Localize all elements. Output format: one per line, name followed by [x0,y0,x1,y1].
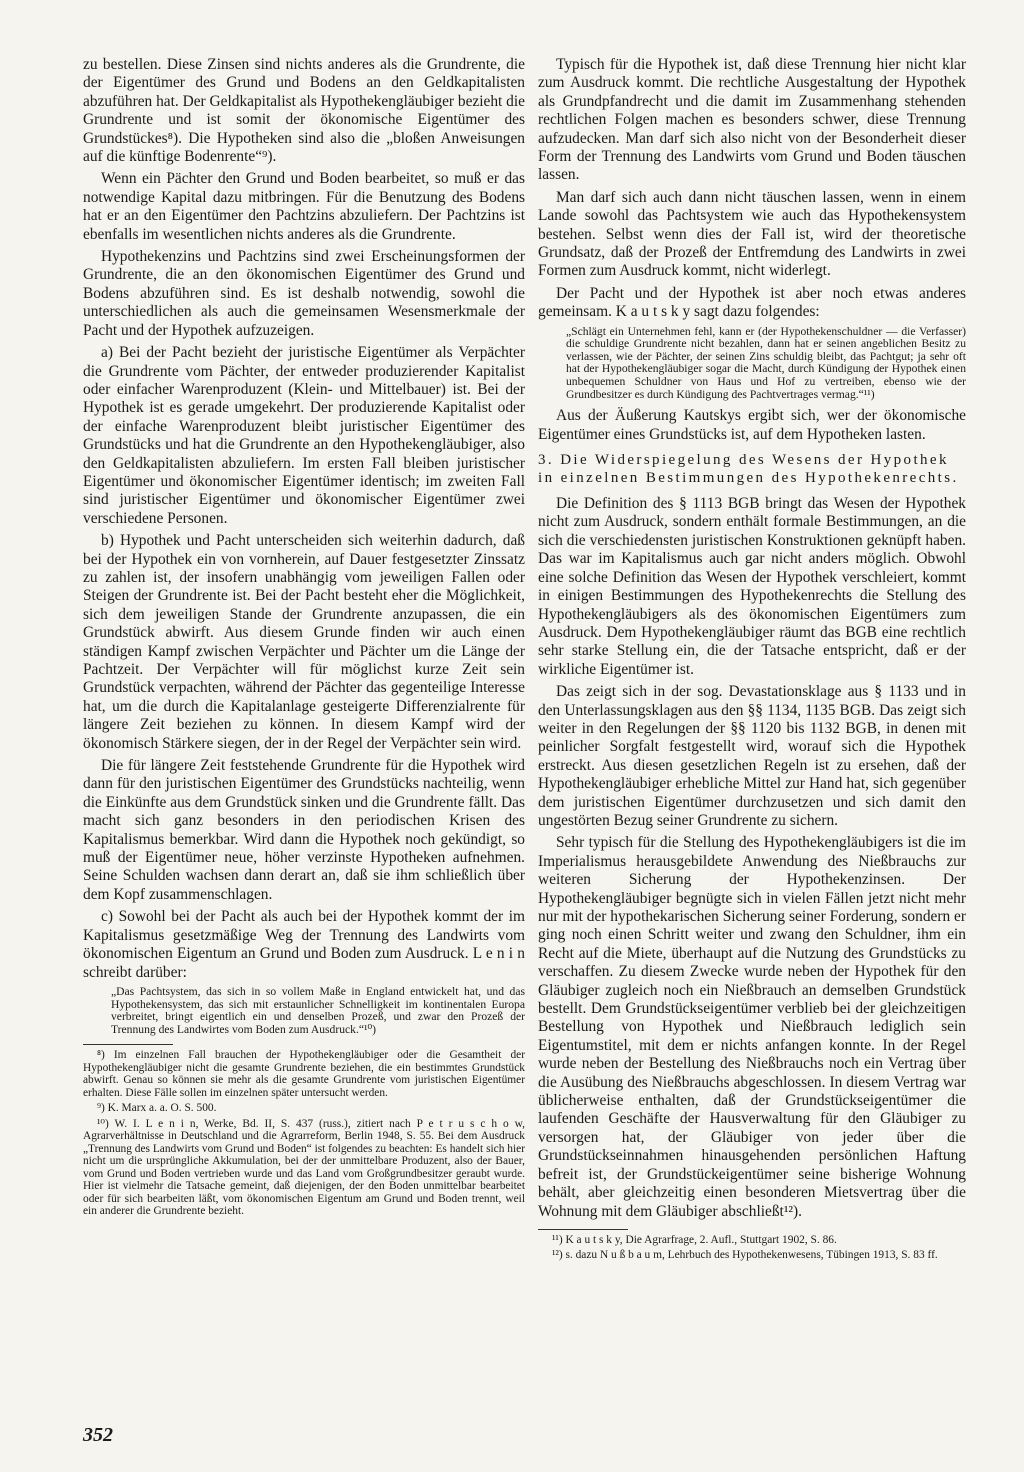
lenin-quote: „Das Pachtsystem, das sich in so vollem Maße in England entwickelt hat, und das Hypothekensystem, das sich mit erstaunlicher Schnelligkeit im kontinentalen Europa verbreitet, bringt eigentlich ein und denselben Prozeß, und zwar den Prozeß der Trennung des Landwirtes vom Boden zum Ausdruck.“¹⁰) [111,984,525,1036]
footnote: ⁹) K. Marx a. a. O. S. 500. [97,1102,217,1115]
body-paragraph: Der Pacht und der Hypothek ist aber noch etwas anderes gemeinsam. K a u t s k y sagt dazu folgendes: [538,284,966,321]
body-paragraph: Aus der Äußerung Kautskys ergibt sich, wer der ökonomische Eigentümer eines Grundstücks ist, auf dem Hypotheken lasten. [538,407,966,443]
footnote: ⁸) Im einzelnen Fall brauchen der Hypothekengläubiger oder die Gesamtheit der Hypothekengläubiger nicht die gesamte Grundrente beziehen, die ein bestimmtes Grundstück abwirft. Genau so können sie mehr als die gesamte Grundrente vom juristischen Eigentümer erhalten. Diese Fälle sollen im einzelnen später untersucht werden. [83,1049,525,1099]
body-paragraph: zu bestellen. Diese Zinsen sind nichts anderes als die Grundrente, die der Eigentümer des Grund und Bodens an den Geldkapitalisten abzuführen hat. Der Geldkapitalist als Hypothekengläubiger bezieht die Grundrente und ist somit der ökonomische Eigentümer des Grundstückes⁸). Die Hypotheken sind also die „bloßen Anweisungen auf die künftige Bodenrente“⁹). [83,56,525,166]
body-paragraph: Das zeigt sich in der sog. Devastationsklage aus § 1133 und in den Unterlassungsklagen aus den §§ 1134, 1135 BGB. Das zeigt sich weiter in den Regelungen der §§ 1120 bis 1132 BGB, in denen mit peinlicher Sorgfalt festgestellt wird, worauf sich die Hypothek erstreckt. Aus diesen gesetzlichen Regeln ist zu ersehen, daß der Hypothekengläubiger erhebliche Mittel zur Hand hat, sich gegenüber dem juristischen Eigentümer durchzusetzen und sich damit den ungestörten Bezug seiner Grundrente zu sichern. [538,683,966,829]
body-paragraph: Typisch für die Hypothek ist, daß diese Trennung hier nicht klar zum Ausdruck kommt. Die rechtliche Ausgestaltung der Hypothek als Grundpfandrecht und die damit im Zusammenhang stehenden rechtlichen Folgen machen es besonders schwer, diese Trennung aufzudecken. Man darf sich also nicht von der Besonderheit dieser Form der Trennung des Landwirts vom Grund und Boden täuschen lassen. [538,56,966,184]
kautsky-quote: „Schlägt ein Unternehmen fehl, kann er (der Hypothekenschuldner — die Verfasser) die schuldige Grundrente nicht bezahlen, dann hat er seinen angeblichen Besitz zu verlassen, wie der Pächter, der seinen Zins schuldig bleibt, das Pachtgut; ja sehr oft hat der Hypothekengläubiger sogar die Macht, durch Kündigung der Hypothek einen unbequemen Schuldner von Haus und Hof zu vertreiben, ebenso wie der Grundbesitzer es durch Kündigung des Pachtvertrages vermag.“¹¹) [566,324,966,401]
footnote-divider [538,1229,628,1230]
body-paragraph: c) Sowohl bei der Pacht als auch bei der Hypothek kommt der im Kapitalismus gesetzmäßige Weg der Trennung des Landwirts vom ökonomischen Eigentum an Grund und Boden zum Ausdruck. L e n i n schreibt darüber: [83,908,525,981]
page-number: 352 [83,1424,113,1446]
right-column [538,56,966,1265]
footnote-divider [83,1044,173,1045]
body-paragraph: Hypothekenzins und Pachtzins sind zwei Erscheinungsformen der Grundrente, die an den ökonomischen Eigentümer des Grund und Bodens abzuführen sind. Es ist deshalb notwendig, sowohl die unterschiedlichen als auch die gemeinsamen Wesensmerkmale der Pacht und der Hypothek aufzuzeigen. [83,248,525,339]
footnote: ¹²) s. dazu N u ß b a u m, Lehrbuch des Hypothekenwesens, Tübingen 1913, S. 83 ff. [552,1249,938,1262]
section-heading: 3. Die Widerspiegelung des Wesens der Hypothek in einzelnen Bestimmungen des Hypothekenrechts. [538,452,959,486]
footnote: ¹⁰) W. I. L e n i n, Werke, Bd. II, S. 437 (russ.), zitiert nach P e t r u s c h o w, Agrarverhältnisse in Deutschland und die Agrarreform, Berlin 1948, S. 55. Bei dem Ausdruck „Trennung des Landwirts vom Grund und Boden“ ist folgendes zu beachten: Es handelt sich hier nicht um die ursprüngliche Akkumulation, bei der der unmittelbare Produzent, also der Bauer, vom Grund und Boden vertrieben wurde und das Land vom Großgrundbesitzer geraubt wurde. Hier ist vielmehr die Tatsache gemeint, daß diejenigen, der den Boden unmittelbar bearbeitet oder für sich bearbeiten läßt, vom ökonomischen Eigentum am Grund und Boden trennt, weil ein anderer die Grundrente bezieht. [83,1117,525,1218]
body-paragraph: Die Definition des § 1113 BGB bringt das Wesen der Hypothek nicht zum Ausdruck, sondern enthält formale Bestimmungen, an die sich die verschiedensten juristischen Konstruktionen geknüpft haben. Das war im Kapitalismus auch gar nicht anders möglich. Obwohl eine solche Definition das Wesen der Hypothek verschleiert, kommt in einigen Bestimmungen des Hypothekenrechts die Stellung des Hypothekengläubigers als des ökonomischen Eigentümers zum Ausdruck. Dem Hypothekengläubiger räumt das BGB eine rechtlich sehr starke Stellung ein, die der Tatsache entspricht, daß er der wirkliche Eigentümer ist. [538,495,966,678]
body-paragraph: a) Bei der Pacht bezieht der juristische Eigentümer als Verpächter die Grundrente vom Pächter, der entweder produzierender Kapitalist oder einfacher Warenproduzent (Klein- und Mittelbauer) ist. Bei der Hypothek ist es gerade umgekehrt. Der produzierende Kapitalist oder der einfache Warenproduzent bleibt juristischer Eigentümer des Grundstücks und hat die Grundrente an den Hypothekengläubiger, also den Geldkapitalisten abzuliefern. Im ersten Fall bleiben juristischer Eigentümer und ökonomischer Eigentümer identisch; im zweiten Fall sind juristischer Eigentümer und ökonomischer Eigentümer zwei verschiedene Personen. [83,344,525,527]
body-paragraph: Die für längere Zeit feststehende Grundrente für die Hypothek wird dann für den juristischen Eigentümer des Grundstücks nachteilig, wenn die Einkünfte aus dem Grundstück sinken und die Grundrente fällt. Das macht sich ganz besonders in den periodischen Krisen des Kapitalismus bemerkbar. Wird dann die Hypothek noch gekündigt, so muß der Eigentümer neue, höher verzinste Hypotheken aufnehmen. Seine Schulden wachsen dann derart an, daß sie ihm schließlich über dem Kopf zusammenschlagen. [83,757,525,903]
body-paragraph: Sehr typisch für die Stellung des Hypothekengläubigers ist die im Imperialismus herausgebildete Anwendung des Nießbrauchs zur weiteren Sicherung der Hypothekenzinsen. Der Hypothekengläubiger begnügte sich in vielen Fällen jetzt nicht mehr nur mit der hypothekarischen Sicherung seiner Forderung, sondern er ging noch einen Schritt weiter und zwang den Schuldner, ihm ein Recht auf die Miete, überhaupt auf die Nutzung des Grundstücks zu verschaffen. Zu diesem Zwecke wurde neben der Hypothek für den Gläubiger zugleich noch ein Nießbrauch an demselben Grundstück bestellt. Dem Grundstückseigentümer verblieb bei der gleichzeitigen Bestellung von Hypothek und Nießbrauch lediglich sein Eigentumstitel, mit dem er nichts anfangen konnte. In der Regel wurde neben der Bestellung des Nießbrauchs noch ein Vertrag über die Ausübung des Nießbrauchs abgeschlossen. In diesem Vertrag war üblicherweise enthalten, daß der Grundstückseigentümer die laufenden Geschäfte der Hausverwaltung für den Gläubiger zu versorgen hat, der Gläubiger von jeder über die Grundstückseinnahmen hinausgehenden persönlichen Haftung befreit ist, der Grundstückeigentümer seine bisherige Wohnung behält, aber gleichzeitig einen besonderen Mietsvertrag über die Wohnung mit dem Gläubiger abschließt¹²). [538,834,966,1220]
body-paragraph: Wenn ein Pächter den Grund und Boden bearbeitet, so muß er das notwendige Kapital dazu mitbringen. Für die Benutzung des Bodens hat er an den Eigentümer den Pachtzins abzuliefern. Der Pachtzins ist ebenfalls im wesentlichen nichts anderes als die Grundrente. [83,170,525,243]
body-paragraph: Man darf sich auch dann nicht täuschen lassen, wenn in einem Lande sowohl das Pachtsystem wie auch das Hypothekensystem bestehen. Selbst wenn dies der Fall ist, wird der theoretische Grundsatz, daß der Prozeß der Entfremdung des Landwirts in zwei Formen zum Ausdruck kommt, nicht widerlegt. [538,188,966,280]
footnote: ¹¹) K a u t s k y, Die Agrarfrage, 2. Aufl., Stuttgart 1902, S. 86. [552,1233,837,1246]
left-column [83,56,525,1221]
body-paragraph: b) Hypothek und Pacht unterscheiden sich weiterhin dadurch, daß bei der Hypothek ein von vornherein, auf Dauer festgesetzter Zinssatz zu zahlen ist, der insofern unabhängig vom jeweiligen Fallen oder Steigen der Grundrente ist. Bei der Pacht besteht eher die Möglichkeit, sich dem jeweiligen Stande der Grundrente anzupassen, die ein Grundstück abwirft. Aus diesem Grunde finden wir auch einen ständigen Kampf zwischen Verpächter und Pächter um die Länge der Pachtzeit. Der Verpächter will für möglichst kurze Zeit sein Grundstück verpachten, während der Pächter das gegenteilige Interesse hat, um die durch die Kapitalanlage gesteigerte Differenzialrente für längere Zeit beziehen zu können. In diesem Kampf wird der ökonomisch Stärkere siegen, der in der Regel der Verpächter sein wird. [83,532,525,752]
